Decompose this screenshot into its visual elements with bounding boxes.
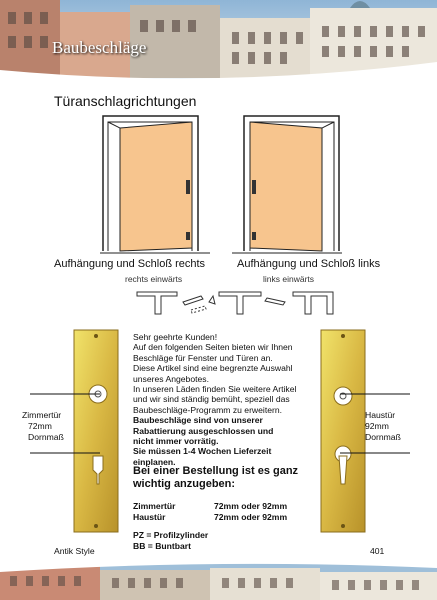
order-heading-line1: Bei einer Bestellung ist es ganz bbox=[133, 465, 299, 477]
left-pointer-line-top bbox=[30, 392, 100, 396]
left-plate-line3: Dornmaß bbox=[28, 432, 64, 442]
intro-bold-line: einplanen. bbox=[133, 456, 176, 467]
page-heading: Türanschlagrichtungen bbox=[54, 93, 197, 109]
order-row-label: Haustür bbox=[133, 512, 166, 522]
intro-line: Diese Artikel sind eine begrenzte Auswahl bbox=[133, 363, 293, 374]
intro-line: unseres Angebotes. bbox=[133, 373, 209, 384]
door-left-illustration bbox=[232, 112, 342, 256]
opening-direction-diagram bbox=[135, 286, 335, 320]
order-heading-line2: wichtig anzugeben: bbox=[133, 478, 236, 490]
left-plate-line1: Zimmertür bbox=[22, 410, 62, 420]
intro-line: Sehr geehrte Kunden! bbox=[133, 332, 218, 342]
footer-brand: Antik Style bbox=[54, 546, 95, 556]
left-door-plate bbox=[72, 328, 120, 534]
intro-line: In unseren Läden finden Sie weitere Artikel bbox=[133, 384, 297, 395]
legend-item: BB = Buntbart bbox=[133, 541, 192, 551]
banner-title: Baubeschläge bbox=[52, 38, 147, 57]
door-left-caption: Aufhängung und Schloß links bbox=[237, 258, 381, 270]
bottom-banner bbox=[0, 562, 437, 600]
order-heading bbox=[133, 465, 323, 491]
intro-line: Beschläge für Fenster und Türen an. bbox=[133, 352, 273, 363]
right-pointer-line-top bbox=[340, 392, 410, 396]
order-row-value: 72mm oder 92mm bbox=[214, 501, 288, 511]
left-plate-line2: 72mm bbox=[28, 421, 52, 431]
legend-item: PZ = Profilzylinder bbox=[133, 530, 209, 540]
intro-bold-line: Baubeschläge sind von unserer bbox=[133, 415, 263, 426]
intro-text bbox=[133, 332, 333, 467]
intro-bold-line: Sie müssen 1-4 Wochen Lieferzeit bbox=[133, 446, 272, 457]
intro-line: Baubeschläge-Programm zu erweitern. bbox=[133, 404, 283, 415]
left-plate-label bbox=[22, 410, 64, 443]
city-buildings-image-bottom bbox=[0, 562, 437, 600]
left-pointer-line-bottom bbox=[30, 451, 100, 455]
right-plate-line2: 92mm bbox=[365, 421, 389, 431]
door-left-direction: links einwärts bbox=[263, 274, 315, 284]
right-plate-line1: Haustür bbox=[365, 410, 396, 420]
door-right-direction: rechts einwärts bbox=[125, 274, 183, 284]
right-plate-label bbox=[365, 410, 401, 443]
right-pointer-line-bottom bbox=[340, 451, 410, 455]
intro-bold-line: Rabattierung ausgeschlossen und bbox=[133, 425, 274, 436]
order-row-value: 72mm oder 92mm bbox=[214, 512, 288, 522]
intro-line: Auf den folgenden Seiten bieten wir Ihnen bbox=[133, 342, 293, 353]
right-plate-line3: Dornmaß bbox=[365, 432, 401, 442]
page-number: 401 bbox=[370, 546, 385, 556]
door-right-illustration bbox=[100, 112, 210, 256]
intro-line: und wir sind ständig bemüht, speziell das bbox=[133, 394, 290, 405]
door-right-caption: Aufhängung und Schloß rechts bbox=[54, 258, 206, 270]
intro-bold-line: nicht immer vorrätig. bbox=[133, 436, 219, 447]
order-row-label: Zimmertür bbox=[133, 501, 176, 511]
